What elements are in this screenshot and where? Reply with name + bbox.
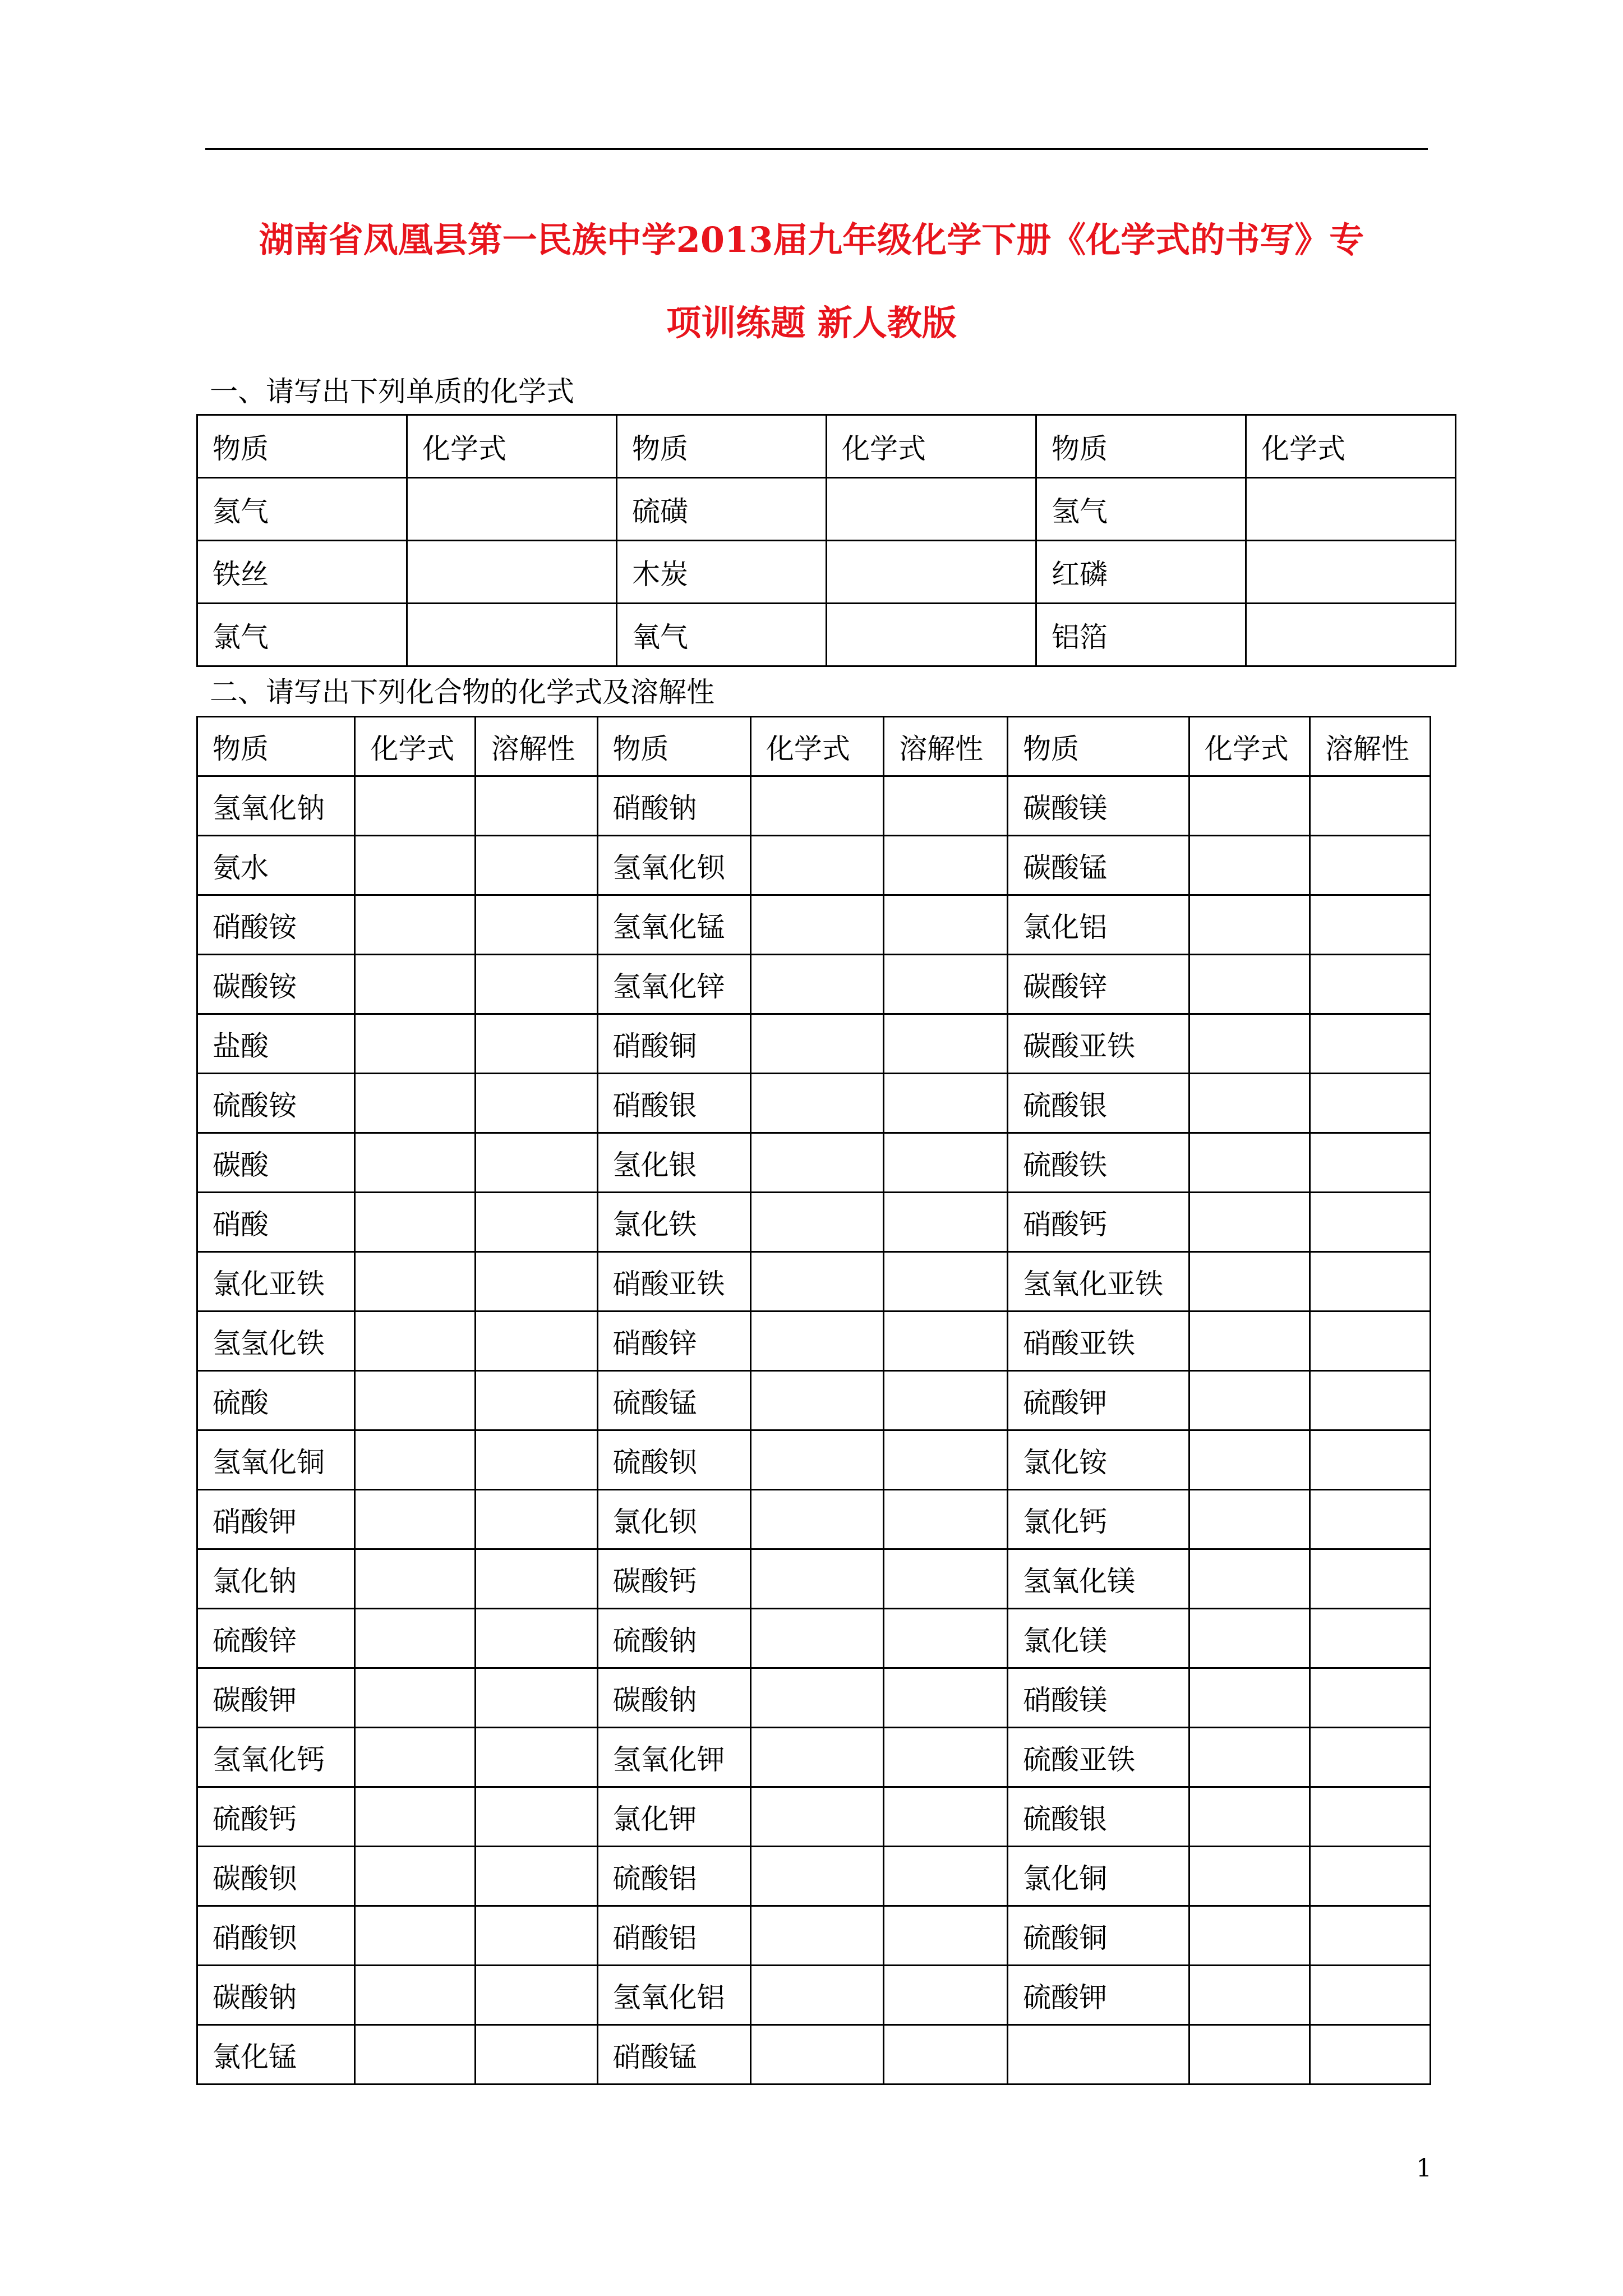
substance-cell: 碳酸钠 (597, 1668, 750, 1728)
substance-cell: 氯化铝 (1008, 895, 1189, 955)
column-header: 物质 (597, 717, 750, 776)
answer-cell[interactable] (884, 1787, 1008, 1847)
section-2-heading: 二、请写出下列化合物的化学式及溶解性 (210, 676, 714, 708)
substance-cell: 硫酸铜 (1008, 1906, 1189, 1966)
answer-cell[interactable] (355, 1966, 476, 2025)
substance-cell: 铁丝 (197, 541, 407, 604)
answer-cell[interactable] (355, 776, 476, 836)
answer-cell[interactable] (884, 955, 1008, 1014)
table-row (197, 895, 1431, 955)
substance-cell: 硫酸铵 (197, 1074, 355, 1133)
answer-cell[interactable] (355, 1133, 476, 1193)
answer-cell[interactable] (750, 1847, 883, 1906)
column-header: 化学式 (1189, 717, 1310, 776)
substance-cell: 硝酸锰 (597, 2025, 750, 2085)
substance-cell: 硝酸亚铁 (1008, 1312, 1189, 1371)
substance-cell: 氯化亚铁 (197, 1252, 355, 1312)
answer-cell[interactable] (476, 1014, 597, 1074)
substance-cell: 氯化铁 (597, 1193, 750, 1252)
answer-cell[interactable] (750, 1549, 883, 1609)
substance-cell: 碳酸钙 (597, 1549, 750, 1609)
compounds-header-row (197, 717, 1431, 776)
column-header: 化学式 (1246, 415, 1456, 478)
answer-cell[interactable] (1189, 1371, 1310, 1430)
table-row (197, 1252, 1431, 1312)
answer-cell[interactable] (884, 1490, 1008, 1549)
answer-cell[interactable] (1189, 1133, 1310, 1193)
table-row (197, 541, 1456, 604)
substance-cell: 硫酸亚铁 (1008, 1728, 1189, 1787)
answer-cell[interactable] (476, 1847, 597, 1906)
table-row (197, 1549, 1431, 1609)
answer-cell[interactable] (355, 1490, 476, 1549)
column-header: 化学式 (827, 415, 1036, 478)
substance-cell: 碳酸钾 (197, 1668, 355, 1728)
substance-cell: 硫酸铁 (1008, 1133, 1189, 1193)
substance-cell: 氢气 (1036, 478, 1246, 541)
table-row (197, 1787, 1431, 1847)
answer-cell[interactable] (750, 1966, 883, 2025)
substance-cell: 硝酸亚铁 (597, 1252, 750, 1312)
substance-cell: 氯化镁 (1008, 1609, 1189, 1668)
answer-cell[interactable] (1310, 836, 1430, 895)
answer-cell[interactable] (1310, 955, 1430, 1014)
answer-cell[interactable] (355, 1430, 476, 1490)
answer-cell[interactable] (884, 1193, 1008, 1252)
substance-cell: 硝酸钙 (1008, 1193, 1189, 1252)
answer-cell[interactable] (884, 776, 1008, 836)
substance-cell: 盐酸 (197, 1014, 355, 1074)
answer-cell[interactable] (1310, 1133, 1430, 1193)
answer-cell[interactable] (1310, 1074, 1430, 1133)
column-header: 物质 (1036, 415, 1246, 478)
answer-cell[interactable] (355, 1014, 476, 1074)
answer-cell[interactable] (750, 1490, 883, 1549)
substance-cell: 红磷 (1036, 541, 1246, 604)
substance-cell: 硝酸钾 (197, 1490, 355, 1549)
substance-cell: 硝酸镁 (1008, 1668, 1189, 1728)
answer-cell[interactable] (750, 895, 883, 955)
column-header: 溶解性 (884, 717, 1008, 776)
substance-cell: 硫酸 (197, 1371, 355, 1430)
answer-cell[interactable] (884, 1966, 1008, 2025)
substance-cell: 硫酸锌 (197, 1609, 355, 1668)
column-header: 化学式 (750, 717, 883, 776)
table-row (197, 1906, 1431, 1966)
answer-cell[interactable] (884, 1371, 1008, 1430)
substance-cell: 氢氧化钠 (197, 776, 355, 836)
substance-cell: 氨水 (197, 836, 355, 895)
substance-cell: 碳酸亚铁 (1008, 1014, 1189, 1074)
substance-cell: 氯化钠 (197, 1549, 355, 1609)
answer-cell[interactable] (1189, 2025, 1310, 2085)
answer-cell[interactable] (476, 1193, 597, 1252)
table-row (197, 1490, 1431, 1549)
substance-cell: 氢化银 (597, 1133, 750, 1193)
answer-cell[interactable] (750, 1193, 883, 1252)
substance-cell: 氢氧化钡 (597, 836, 750, 895)
answer-cell[interactable] (355, 1549, 476, 1609)
substance-cell: 硫酸银 (1008, 1074, 1189, 1133)
answer-cell[interactable] (884, 2025, 1008, 2085)
answer-cell[interactable] (750, 1133, 883, 1193)
answer-cell[interactable] (355, 1728, 476, 1787)
answer-cell[interactable] (1189, 1014, 1310, 1074)
answer-cell[interactable] (476, 1312, 597, 1371)
answer-cell[interactable] (1189, 1549, 1310, 1609)
answer-cell[interactable] (827, 541, 1036, 604)
elements-header-row (197, 415, 1456, 478)
answer-cell[interactable] (1189, 776, 1310, 836)
answer-cell[interactable] (1189, 1074, 1310, 1133)
answer-cell[interactable] (750, 2025, 883, 2085)
document-title-line-1: 湖南省凤凰县第一民族中学2013届九年级化学下册《化学式的书写》专 (259, 219, 1364, 260)
answer-cell[interactable] (1310, 1966, 1430, 2025)
answer-cell[interactable] (355, 1371, 476, 1430)
answer-cell[interactable] (750, 1609, 883, 1668)
substance-cell: 碳酸锌 (1008, 955, 1189, 1014)
answer-cell[interactable] (355, 1312, 476, 1371)
substance-cell: 木炭 (617, 541, 827, 604)
answer-cell[interactable] (1310, 1609, 1430, 1668)
answer-cell[interactable] (1189, 1490, 1310, 1549)
answer-cell[interactable] (1189, 895, 1310, 955)
answer-cell[interactable] (1189, 1193, 1310, 1252)
substance-cell: 硝酸铵 (197, 895, 355, 955)
answer-cell[interactable] (750, 1014, 883, 1074)
substance-cell: 硝酸钡 (197, 1906, 355, 1966)
substance-cell: 氢氧化钾 (597, 1728, 750, 1787)
answer-cell[interactable] (750, 1074, 883, 1133)
answer-cell[interactable] (476, 1133, 597, 1193)
answer-cell[interactable] (1310, 1371, 1430, 1430)
table-row (197, 1966, 1431, 2025)
answer-cell[interactable] (476, 1787, 597, 1847)
answer-cell[interactable] (476, 955, 597, 1014)
substance-cell: 硫酸银 (1008, 1787, 1189, 1847)
answer-cell[interactable] (1189, 1430, 1310, 1490)
column-header: 化学式 (355, 717, 476, 776)
answer-cell[interactable] (1189, 1728, 1310, 1787)
substance-cell: 氢氧化镁 (1008, 1549, 1189, 1609)
answer-cell[interactable] (476, 1906, 597, 1966)
substance-cell (1008, 2025, 1189, 2085)
substance-cell: 氧气 (617, 604, 827, 666)
substance-cell: 硝酸铜 (597, 1014, 750, 1074)
answer-cell[interactable] (476, 1430, 597, 1490)
answer-cell[interactable] (355, 1906, 476, 1966)
document-title-line-2: 项训练题 新人教版 (666, 302, 957, 343)
answer-cell[interactable] (1189, 1609, 1310, 1668)
table-row (197, 1668, 1431, 1728)
table-row (197, 1133, 1431, 1193)
substance-cell: 氢氧化锌 (597, 955, 750, 1014)
answer-cell[interactable] (407, 541, 617, 604)
substance-cell: 氯化钾 (597, 1787, 750, 1847)
answer-cell[interactable] (1310, 1668, 1430, 1728)
answer-cell[interactable] (476, 1490, 597, 1549)
answer-cell[interactable] (884, 1609, 1008, 1668)
substance-cell: 碳酸钠 (197, 1966, 355, 2025)
answer-cell[interactable] (355, 1847, 476, 1906)
answer-cell[interactable] (1246, 541, 1456, 604)
substance-cell: 碳酸钡 (197, 1847, 355, 1906)
table-row (197, 604, 1456, 666)
column-header: 溶解性 (476, 717, 597, 776)
answer-cell[interactable] (476, 1609, 597, 1668)
answer-cell[interactable] (750, 1787, 883, 1847)
answer-cell[interactable] (884, 1728, 1008, 1787)
answer-cell[interactable] (884, 1312, 1008, 1371)
substance-cell: 氯化铜 (1008, 1847, 1189, 1906)
table-row (197, 836, 1431, 895)
answer-cell[interactable] (1246, 604, 1456, 666)
answer-cell[interactable] (827, 478, 1036, 541)
table-row (197, 1847, 1431, 1906)
answer-cell[interactable] (1310, 1252, 1430, 1312)
table-row (197, 1014, 1431, 1074)
answer-cell[interactable] (355, 1668, 476, 1728)
table-row (197, 1728, 1431, 1787)
answer-cell[interactable] (355, 1193, 476, 1252)
table-row (197, 1430, 1431, 1490)
answer-cell[interactable] (355, 2025, 476, 2085)
answer-cell[interactable] (1310, 1728, 1430, 1787)
answer-cell[interactable] (750, 776, 883, 836)
table-row (197, 2025, 1431, 2085)
section-1-heading: 一、请写出下列单质的化学式 (210, 375, 574, 408)
answer-cell[interactable] (884, 1847, 1008, 1906)
answer-cell[interactable] (355, 955, 476, 1014)
answer-cell[interactable] (884, 1668, 1008, 1728)
substance-cell: 碳酸镁 (1008, 776, 1189, 836)
column-header: 化学式 (407, 415, 617, 478)
elements-table (196, 414, 1456, 667)
table-row (197, 955, 1431, 1014)
substance-cell: 碳酸铵 (197, 955, 355, 1014)
table-row (197, 776, 1431, 836)
answer-cell[interactable] (476, 895, 597, 955)
answer-cell[interactable] (1310, 1847, 1430, 1906)
answer-cell[interactable] (884, 1252, 1008, 1312)
answer-cell[interactable] (750, 955, 883, 1014)
substance-cell: 氯化锰 (197, 2025, 355, 2085)
answer-cell[interactable] (1246, 478, 1456, 541)
substance-cell: 氢氧化铜 (197, 1430, 355, 1490)
page-number: 1 (1416, 2154, 1432, 2183)
substance-cell: 氯化钙 (1008, 1490, 1189, 1549)
answer-cell[interactable] (1189, 1312, 1310, 1371)
substance-cell: 氯化钡 (597, 1490, 750, 1549)
answer-cell[interactable] (884, 836, 1008, 895)
substance-cell: 硝酸 (197, 1193, 355, 1252)
answer-cell[interactable] (1189, 836, 1310, 895)
substance-cell: 硫酸钾 (1008, 1371, 1189, 1430)
column-header: 溶解性 (1310, 717, 1430, 776)
answer-cell[interactable] (1310, 895, 1430, 955)
answer-cell[interactable] (884, 1074, 1008, 1133)
answer-cell[interactable] (884, 1133, 1008, 1193)
answer-cell[interactable] (750, 1728, 883, 1787)
answer-cell[interactable] (476, 1668, 597, 1728)
answer-cell[interactable] (476, 1371, 597, 1430)
table-row (197, 1609, 1431, 1668)
substance-cell: 铝箔 (1036, 604, 1246, 666)
answer-cell[interactable] (884, 895, 1008, 955)
substance-cell: 氯化铵 (1008, 1430, 1189, 1490)
column-header: 物质 (197, 717, 355, 776)
answer-cell[interactable] (884, 1549, 1008, 1609)
answer-cell[interactable] (476, 1966, 597, 2025)
answer-cell[interactable] (1310, 1193, 1430, 1252)
table-row (197, 1193, 1431, 1252)
table-row (197, 1074, 1431, 1133)
answer-cell[interactable] (476, 776, 597, 836)
answer-cell[interactable] (407, 604, 617, 666)
substance-cell: 硫酸钡 (597, 1430, 750, 1490)
substance-cell: 氢氢化铁 (197, 1312, 355, 1371)
answer-cell[interactable] (476, 1728, 597, 1787)
answer-cell[interactable] (1310, 776, 1430, 836)
answer-cell[interactable] (750, 1312, 883, 1371)
answer-cell[interactable] (1189, 1906, 1310, 1966)
answer-cell[interactable] (1310, 2025, 1430, 2085)
answer-cell[interactable] (750, 1252, 883, 1312)
substance-cell: 硝酸钠 (597, 776, 750, 836)
column-header: 物质 (617, 415, 827, 478)
substance-cell: 氢氧化钙 (197, 1728, 355, 1787)
substance-cell: 硫酸钙 (197, 1787, 355, 1847)
answer-cell[interactable] (750, 1371, 883, 1430)
substance-cell: 硝酸铝 (597, 1906, 750, 1966)
answer-cell[interactable] (1310, 1906, 1430, 1966)
answer-cell[interactable] (1310, 1312, 1430, 1371)
substance-cell: 硫磺 (617, 478, 827, 541)
answer-cell[interactable] (750, 1668, 883, 1728)
answer-cell[interactable] (355, 1787, 476, 1847)
answer-cell[interactable] (750, 1430, 883, 1490)
table-row (197, 1312, 1431, 1371)
answer-cell[interactable] (476, 1252, 597, 1312)
substance-cell: 氯气 (197, 604, 407, 666)
answer-cell[interactable] (1189, 1787, 1310, 1847)
answer-cell[interactable] (407, 478, 617, 541)
answer-cell[interactable] (476, 1549, 597, 1609)
answer-cell[interactable] (355, 836, 476, 895)
column-header: 物质 (197, 415, 407, 478)
answer-cell[interactable] (1310, 1014, 1430, 1074)
answer-cell[interactable] (1310, 1490, 1430, 1549)
substance-cell: 硫酸钠 (597, 1609, 750, 1668)
answer-cell[interactable] (1189, 1847, 1310, 1906)
substance-cell: 硫酸钾 (1008, 1966, 1189, 2025)
header-rule (205, 148, 1428, 150)
answer-cell[interactable] (1189, 1668, 1310, 1728)
substance-cell: 硝酸锌 (597, 1312, 750, 1371)
column-header: 物质 (1008, 717, 1189, 776)
substance-cell: 氦气 (197, 478, 407, 541)
answer-cell[interactable] (476, 2025, 597, 2085)
answer-cell[interactable] (355, 895, 476, 955)
substance-cell: 硝酸银 (597, 1074, 750, 1133)
answer-cell[interactable] (750, 1906, 883, 1966)
answer-cell[interactable] (355, 1609, 476, 1668)
substance-cell: 硫酸锰 (597, 1371, 750, 1430)
answer-cell[interactable] (476, 836, 597, 895)
answer-cell[interactable] (1310, 1787, 1430, 1847)
answer-cell[interactable] (1189, 1252, 1310, 1312)
substance-cell: 碳酸锰 (1008, 836, 1189, 895)
substance-cell: 氢氧化亚铁 (1008, 1252, 1189, 1312)
table-row (197, 1371, 1431, 1430)
substance-cell: 氢氧化铝 (597, 1966, 750, 2025)
answer-cell[interactable] (476, 1074, 597, 1133)
answer-cell[interactable] (1310, 1549, 1430, 1609)
substance-cell: 氢氧化锰 (597, 895, 750, 955)
answer-cell[interactable] (884, 1906, 1008, 1966)
answer-cell[interactable] (1189, 1966, 1310, 2025)
answer-cell[interactable] (884, 1014, 1008, 1074)
answer-cell[interactable] (355, 1252, 476, 1312)
answer-cell[interactable] (884, 1430, 1008, 1490)
table-row (197, 478, 1456, 541)
answer-cell[interactable] (1310, 1430, 1430, 1490)
answer-cell[interactable] (827, 604, 1036, 666)
answer-cell[interactable] (355, 1074, 476, 1133)
answer-cell[interactable] (750, 836, 883, 895)
substance-cell: 硫酸铝 (597, 1847, 750, 1906)
answer-cell[interactable] (1189, 955, 1310, 1014)
substance-cell: 碳酸 (197, 1133, 355, 1193)
compounds-table (196, 716, 1431, 2085)
